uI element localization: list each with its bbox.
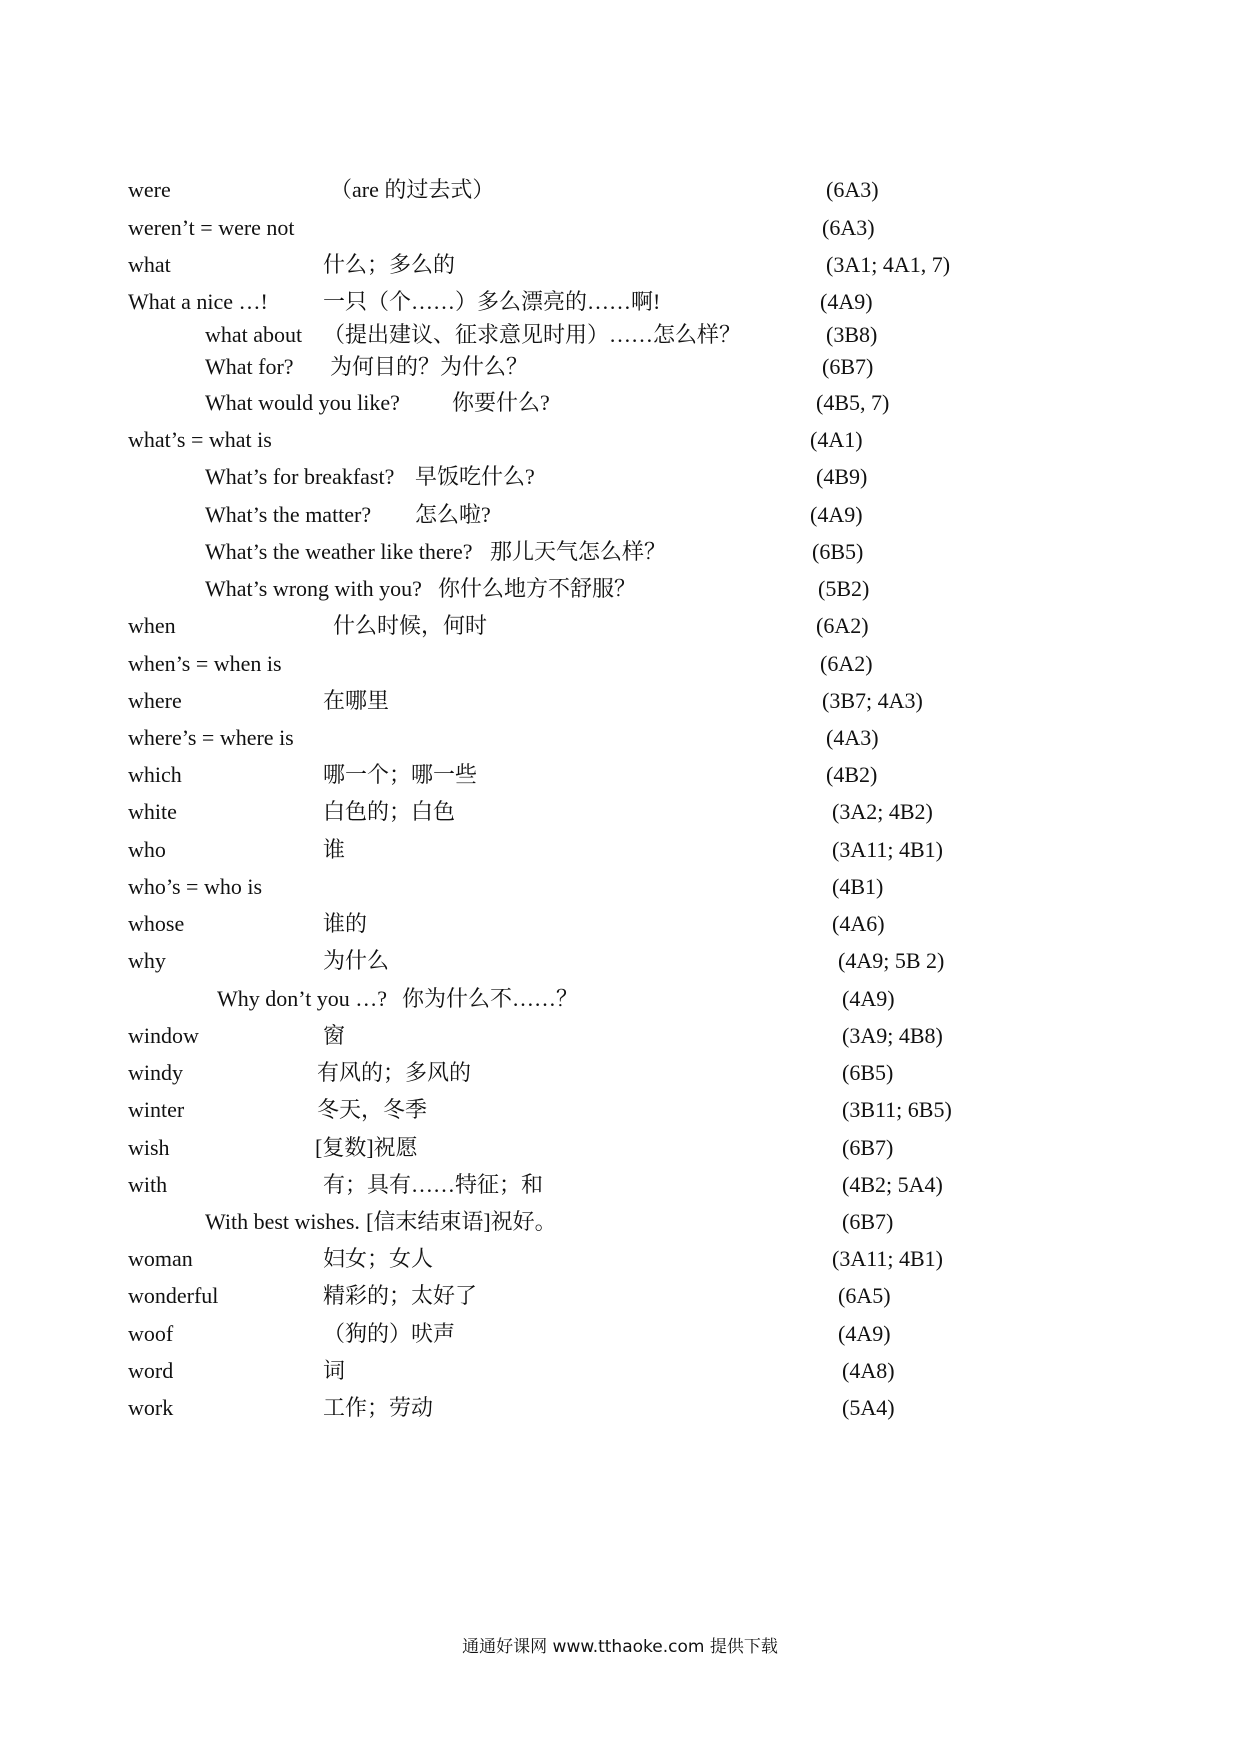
vocab-entry	[0, 649, 1240, 679]
entry-unit-ref: (6A2)	[816, 613, 869, 638]
entry-gloss: 你要什么?	[452, 390, 550, 415]
entry-gloss: 一只（个……）多么漂亮的……啊!	[323, 289, 661, 314]
entry-term: who’s = who is	[128, 874, 263, 899]
entry-gloss: 有；具有……特征；和	[323, 1172, 544, 1197]
entry-unit-ref: (6A5)	[838, 1283, 891, 1308]
vocab-entry	[0, 1021, 1240, 1051]
entry-unit-ref: (6A3)	[826, 177, 879, 202]
entry-gloss: 妇女；女人	[323, 1246, 434, 1271]
entry-term: windy	[128, 1060, 183, 1085]
vocab-entry	[0, 1281, 1240, 1311]
entry-gloss: 有风的；多风的	[317, 1060, 472, 1085]
entry-term: word	[128, 1358, 174, 1383]
vocab-entry	[0, 175, 1240, 205]
vocab-entry	[0, 352, 1240, 382]
entry-gloss: 为何目的？为什么？	[330, 354, 529, 379]
vocab-entry	[0, 909, 1240, 939]
entry-term: woof	[128, 1321, 174, 1346]
entry-gloss: 什么时候，何时	[333, 613, 488, 638]
entry-unit-ref: (4A6)	[832, 911, 885, 936]
entry-term: with	[128, 1172, 168, 1197]
entry-gloss: [信末结束语]祝好。	[366, 1209, 557, 1234]
entry-gloss: 窗	[323, 1023, 346, 1048]
entry-term: What a nice …!	[128, 289, 268, 314]
entry-gloss: 工作；劳动	[323, 1395, 434, 1420]
entry-term: What’s the matter?	[205, 502, 372, 527]
vocab-entry	[0, 537, 1240, 567]
entry-term: woman	[128, 1246, 193, 1271]
entry-unit-ref: (4A9)	[820, 289, 873, 314]
vocab-entry	[0, 723, 1240, 753]
entry-term: winter	[128, 1097, 185, 1122]
entry-term: What’s for breakfast?	[205, 464, 395, 489]
entry-unit-ref: (3A11; 4B1)	[832, 837, 944, 862]
vocab-entry	[0, 287, 1240, 317]
entry-gloss: （提出建议、征求意见时用）……怎么样？	[323, 322, 742, 347]
entry-gloss: 哪一个；哪一些	[323, 762, 478, 787]
entry-term: what’s = what is	[128, 427, 272, 452]
vocab-entry	[0, 574, 1240, 604]
entry-gloss: 早饭吃什么?	[415, 464, 535, 489]
vocab-entry	[0, 1058, 1240, 1088]
entry-gloss: （狗的）吠声	[323, 1321, 456, 1346]
vocab-entry	[0, 1133, 1240, 1163]
entry-term: What’s wrong with you?	[205, 576, 422, 601]
entry-term: when	[128, 613, 176, 638]
vocab-entry	[0, 1319, 1240, 1349]
vocab-entry	[0, 686, 1240, 716]
entry-unit-ref: (4A9)	[810, 502, 863, 527]
entry-term: where’s = where is	[128, 725, 294, 750]
entry-unit-ref: (6B7)	[842, 1209, 894, 1234]
vocab-entry	[0, 760, 1240, 790]
vocab-entry	[0, 462, 1240, 492]
entry-unit-ref: (6A2)	[820, 651, 873, 676]
entry-gloss: 冬天，冬季	[317, 1097, 428, 1122]
entry-unit-ref: (4A3)	[826, 725, 879, 750]
vocab-entry	[0, 797, 1240, 827]
entry-unit-ref: (6B7)	[822, 354, 874, 379]
entry-gloss: 什么；多么的	[323, 252, 456, 277]
entry-term: what about	[205, 322, 303, 347]
entry-unit-ref: (4B9)	[816, 464, 868, 489]
vocab-entry	[0, 250, 1240, 280]
entry-term: What for?	[205, 354, 294, 379]
entry-term: Why don’t you …?	[217, 986, 388, 1011]
entry-unit-ref: (4B1)	[832, 874, 884, 899]
entry-unit-ref: (3A2; 4B2)	[832, 799, 933, 824]
entry-unit-ref: (4A1)	[810, 427, 863, 452]
vocab-entry	[0, 1207, 1240, 1237]
vocab-entry	[0, 388, 1240, 418]
entry-gloss: 谁的	[323, 911, 368, 936]
entry-gloss: 白色的；白色	[323, 799, 456, 824]
vocab-entry	[0, 1393, 1240, 1423]
entry-term: wish	[128, 1135, 170, 1160]
vocab-entry	[0, 1170, 1240, 1200]
entry-unit-ref: (6B7)	[842, 1135, 894, 1160]
entry-unit-ref: (4B5, 7)	[816, 390, 890, 415]
entry-unit-ref: (4B2)	[826, 762, 878, 787]
entry-unit-ref: (6B5)	[812, 539, 864, 564]
page-footer: 通通好课网 www.tthaoke.com 提供下载	[462, 1637, 778, 1657]
vocab-entry	[0, 984, 1240, 1014]
entry-unit-ref: (4A9)	[842, 986, 895, 1011]
entry-term: work	[128, 1395, 174, 1420]
entry-unit-ref: (3B11; 6B5)	[842, 1097, 952, 1122]
entry-unit-ref: (3B8)	[826, 322, 878, 347]
vocab-entry	[0, 835, 1240, 865]
entry-term: What’s the weather like there?	[205, 539, 473, 564]
entry-unit-ref: (4B2; 5A4)	[842, 1172, 943, 1197]
vocab-entry	[0, 1095, 1240, 1125]
entry-unit-ref: (3A1; 4A1, 7)	[826, 252, 951, 277]
entry-term: which	[128, 762, 182, 787]
entry-unit-ref: (6B5)	[842, 1060, 894, 1085]
entry-unit-ref: (4A9; 5B 2)	[838, 948, 945, 973]
entry-term: why	[128, 948, 166, 973]
entry-term: who	[128, 837, 166, 862]
vocab-entry	[0, 1356, 1240, 1386]
entry-gloss: 为什么	[323, 948, 390, 973]
entry-unit-ref: (3A9; 4B8)	[842, 1023, 943, 1048]
entry-term: What would you like?	[205, 390, 400, 415]
entry-gloss: 词	[323, 1358, 346, 1383]
entry-gloss: 在哪里	[323, 688, 390, 713]
entry-unit-ref: (4A8)	[842, 1358, 895, 1383]
vocab-entry	[0, 425, 1240, 455]
entry-term: what	[128, 252, 171, 277]
entry-term: wonderful	[128, 1283, 219, 1308]
vocab-entry	[0, 500, 1240, 530]
vocab-entry	[0, 946, 1240, 976]
vocab-entry	[0, 1244, 1240, 1274]
vocab-entry	[0, 213, 1240, 243]
entry-term: window	[128, 1023, 199, 1048]
entry-unit-ref: (3B7; 4A3)	[822, 688, 923, 713]
entry-unit-ref: (5A4)	[842, 1395, 895, 1420]
entry-gloss: 你为什么不……？	[402, 986, 579, 1011]
entry-term: With best wishes.	[205, 1209, 360, 1234]
entry-term: whose	[128, 911, 185, 936]
entry-gloss: 那儿天气怎么样？	[490, 539, 667, 564]
entry-gloss: 精彩的；太好了	[323, 1283, 478, 1308]
entry-gloss: 谁	[323, 837, 346, 862]
vocab-entry	[0, 611, 1240, 641]
entry-unit-ref: (4A9)	[838, 1321, 891, 1346]
entry-gloss: （are 的过去式）	[330, 177, 495, 202]
entry-term: when’s = when is	[128, 651, 282, 676]
entry-term: where	[128, 688, 182, 713]
vocab-entry	[0, 872, 1240, 902]
entry-unit-ref: (5B2)	[818, 576, 870, 601]
entry-unit-ref: (6A3)	[822, 215, 875, 240]
entry-term: weren’t = were not	[128, 215, 295, 240]
vocab-entry	[0, 320, 1240, 350]
entry-gloss: [复数]祝愿	[315, 1135, 418, 1160]
entry-term: white	[128, 799, 177, 824]
entry-unit-ref: (3A11; 4B1)	[832, 1246, 944, 1271]
entry-gloss: 怎么啦?	[415, 502, 491, 527]
entry-gloss: 你什么地方不舒服？	[438, 576, 637, 601]
entry-term: were	[128, 177, 171, 202]
